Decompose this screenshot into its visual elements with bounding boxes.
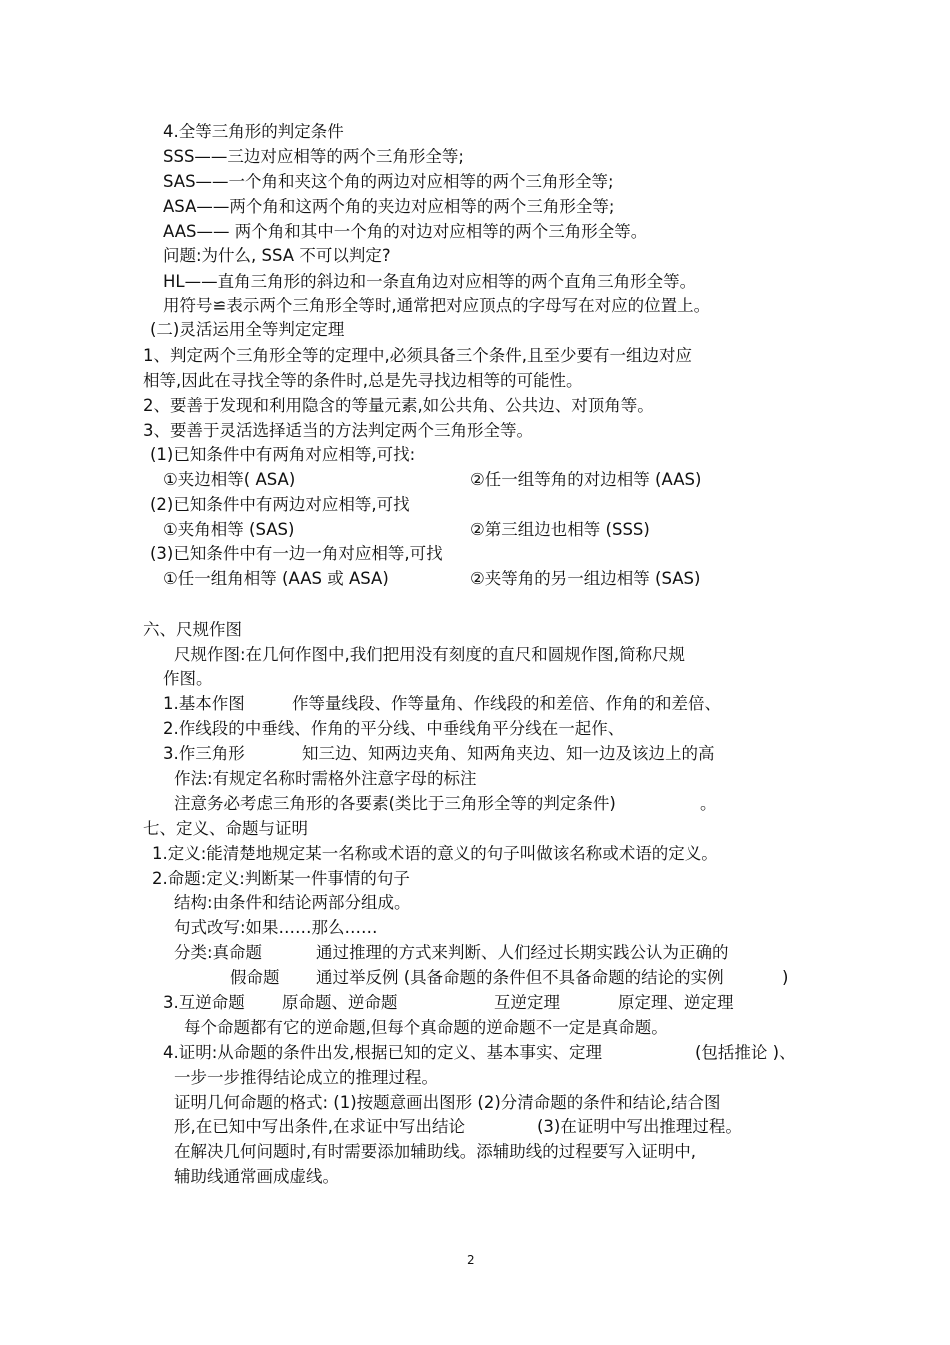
text-line: 4.证明:从命题的条件出发,根据已知的定义、基本事实、定理 [163,1043,603,1062]
text-line: (包括推论 )、 [695,1043,796,1062]
text-line: ②第三组边也相等 (SSS) [470,520,650,539]
text-line: 互逆定理 [494,993,560,1012]
text-line: (3)在证明中写出推理过程。 [537,1117,742,1136]
text-line: 用符号≌表示两个三角形全等时,通常把对应顶点的字母写在对应的位置上。 [163,296,711,315]
text-line: 3.互逆命题 [163,993,245,1012]
text-line: 4.全等三角形的判定条件 [163,122,344,141]
text-line: 2、要善于发现和利用隐含的等量元素,如公共角、公共边、对顶角等。 [143,396,654,415]
text-line: AAS—— 两个角和其中一个角的对边对应相等的两个三角形全等。 [163,222,648,241]
text-line: 2.作线段的中垂线、作角的平分线、中垂线角平分线在一起作、 [163,719,625,738]
text-line: 辅助线通常画成虚线。 [174,1167,339,1186]
text-line: 作法:有规定名称时需格外注意字母的标注 [174,769,477,788]
text-line: ①夹边相等( ASA) [163,470,296,489]
text-line: 原命题、逆命题 [282,993,398,1012]
section-heading: (二)灵活运用全等判定定理 [150,320,345,339]
text-line: 。 [700,794,717,813]
text-line: 作图。 [163,669,213,688]
text-line: ①夹角相等 (SAS) [163,520,295,539]
text-line: ) [782,968,789,987]
text-line: 原定理、逆定理 [618,993,734,1012]
text-line: 尺规作图:在几何作图中,我们把用没有刻度的直尺和圆规作图,简称尺规 [174,645,686,664]
page-number: 2 [467,1253,475,1267]
text-line: (2)已知条件中有两边对应相等,可找 [150,495,410,514]
text-line: 1、判定两个三角形全等的定理中,必须具备三个条件,且至少要有一组边对应 [143,346,692,365]
text-line: 作等量线段、作等量角、作线段的和差倍、作角的和差倍、 [292,694,721,713]
text-line: ASA——两个角和这两个角的夹边对应相等的两个三角形全等; [163,197,615,216]
section-heading: 七、定义、命题与证明 [143,819,308,838]
text-line: SSS——三边对应相等的两个三角形全等; [163,147,464,166]
text-line: ②夹等角的另一组边相等 (SAS) [470,569,701,588]
text-line: SAS——一个角和夹这个角的两边对应相等的两个三角形全等; [163,172,614,191]
text-line: ①任一组角相等 (AAS 或 ASA) [163,569,389,588]
text-line: 分类:真命题 [174,943,263,962]
text-line: (1)已知条件中有两角对应相等,可找: [150,445,416,464]
text-line: ②任一组等角的对边相等 (AAS) [470,470,702,489]
text-line: 3.作三角形 [163,744,245,763]
text-line: 在解决几何问题时,有时需要添加辅助线。添辅助线的过程要写入证明中, [174,1142,696,1161]
text-line: 2.命题:定义:判断某一件事情的句子 [152,869,410,888]
text-line: 证明几何命题的格式: (1)按题意画出图形 (2)分清命题的条件和结论,结合图 [174,1093,721,1112]
text-line: 一步一步推得结论成立的推理过程。 [174,1068,438,1087]
text-line: 问题:为什么, SSA 不可以判定? [163,246,391,265]
text-line: HL——直角三角形的斜边和一条直角边对应相等的两个直角三角形全等。 [163,272,697,291]
text-line: 注意务必考虑三角形的各要素(类比于三角形全等的判定条件) [174,794,616,813]
text-line: 假命题 [230,968,280,987]
text-line: 通过推理的方式来判断、人们经过长期实践公认为正确的 [316,943,729,962]
text-line: 每个命题都有它的逆命题,但每个真命题的逆命题不一定是真命题。 [184,1018,668,1037]
text-line: 知三边、知两边夹角、知两角夹边、知一边及该边上的高 [302,744,715,763]
text-line: 相等,因此在寻找全等的条件时,总是先寻找边相等的可能性。 [143,371,583,390]
text-line: 通过举反例 (具备命题的条件但不具备命题的结论的实例 [316,968,724,987]
text-line: 句式改写:如果……那么…… [174,918,378,937]
text-line: (3)已知条件中有一边一角对应相等,可找 [150,544,443,563]
text-line: 结构:由条件和结论两部分组成。 [174,893,411,912]
text-line: 1.基本作图 [163,694,245,713]
text-line: 3、要善于灵活选择适当的方法判定两个三角形全等。 [143,421,533,440]
text-line: 形,在已知中写出条件,在求证中写出结论 [174,1117,465,1136]
text-line: 1.定义:能清楚地规定某一名称或术语的意义的句子叫做该名称或术语的定义。 [152,844,718,863]
section-heading: 六、尺规作图 [143,620,242,639]
